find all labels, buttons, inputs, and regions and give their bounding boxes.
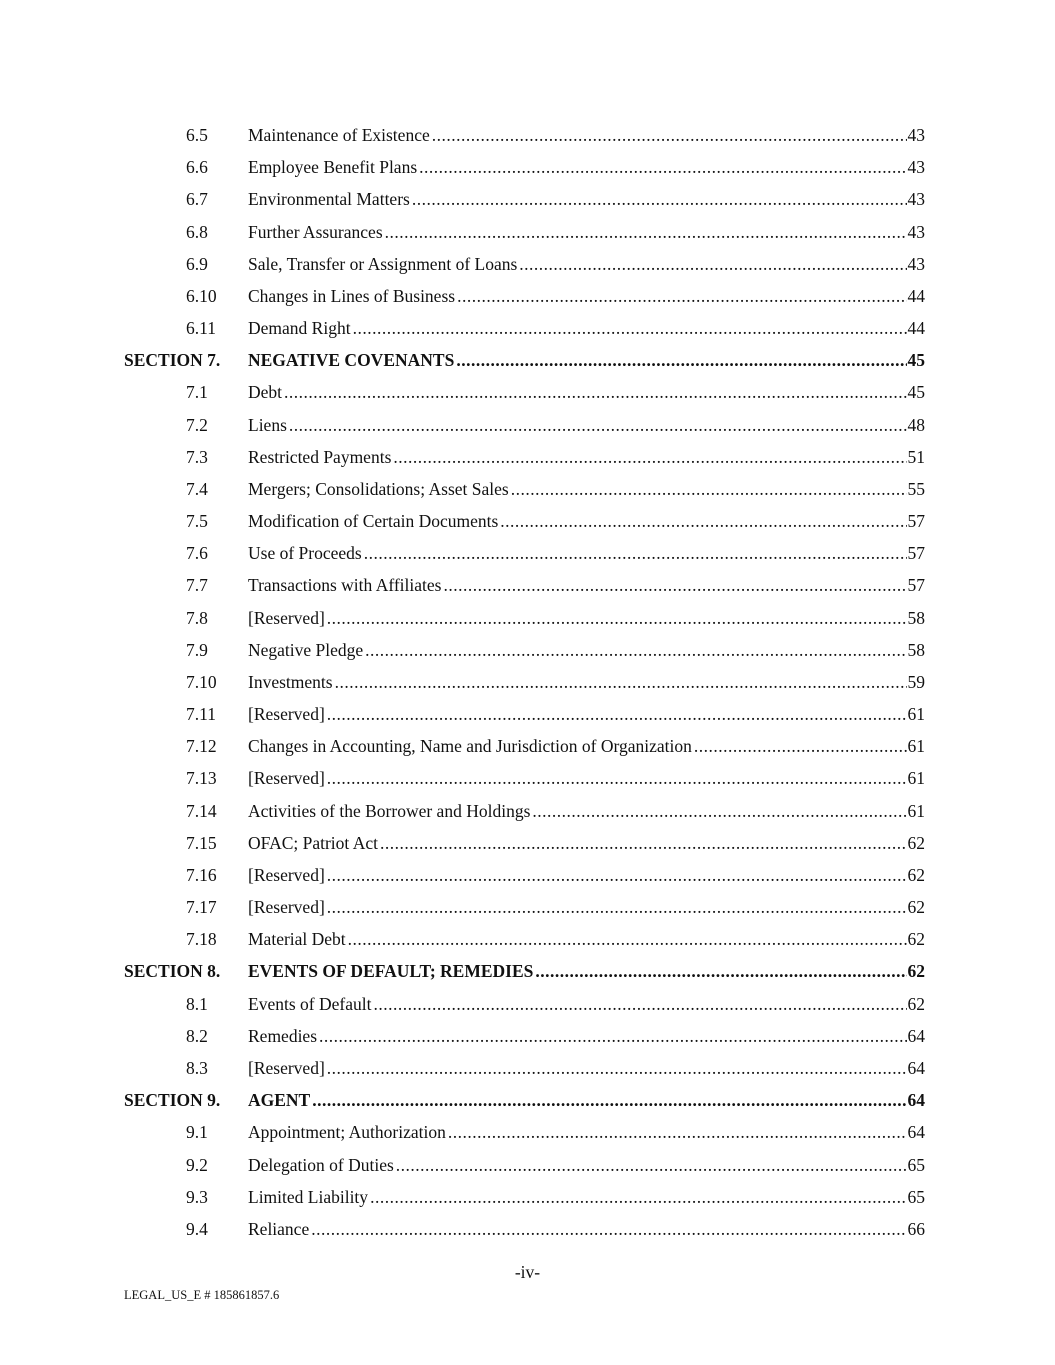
dot-leader [519,248,906,280]
dot-leader [511,473,907,505]
toc-entry [248,859,925,891]
toc-page-number: 62 [907,897,925,918]
toc-number: SECTION 9. [124,1090,221,1111]
toc-number: SECTION 7. [124,350,221,371]
toc-entry [248,1052,925,1084]
dot-leader [327,1052,907,1084]
toc-page-number: 55 [907,478,925,499]
toc-title: [Reserved] [248,704,325,725]
toc-page-number: 62 [907,832,925,853]
toc-page-number: 61 [907,800,925,821]
toc-title: [Reserved] [248,1057,325,1078]
toc-title: Negative Pledge [248,639,364,660]
toc-title: Use of Proceeds [248,543,362,564]
toc-entry [248,344,925,376]
dot-leader [327,891,907,923]
toc-page-number: 64 [907,1025,925,1046]
toc-page-number: 43 [907,253,925,274]
toc-title: Debt [248,382,283,403]
dot-leader [353,312,907,344]
toc-number: 7.15 [186,832,217,853]
toc-entry-row[interactable] [0,409,1055,441]
dot-leader [419,151,906,183]
dot-leader [396,1149,907,1181]
toc-entry-row[interactable] [0,569,1055,601]
toc-entry-row[interactable] [0,1149,1055,1181]
toc-entry [248,891,925,923]
dot-leader [532,795,906,827]
dot-leader [311,1213,906,1245]
toc-entry-row[interactable] [0,602,1055,634]
dot-leader [385,216,907,248]
toc-page-number: 45 [907,350,925,371]
toc-title: AGENT [248,1090,311,1111]
toc-number: 9.1 [186,1122,208,1143]
toc-page-number: 43 [907,125,925,145]
toc-section-row[interactable] [0,344,1055,376]
toc-entry-row[interactable] [0,698,1055,730]
toc-entry-row[interactable] [0,473,1055,505]
toc-title: Limited Liability [248,1186,369,1207]
toc-entry [248,473,925,505]
toc-title: Restricted Payments [248,446,392,467]
toc-entry-row[interactable] [0,988,1055,1020]
toc-title: Liens [248,414,287,435]
toc-title: Changes in Lines of Business [248,285,456,306]
toc-entry [248,1116,925,1148]
toc-number: 6.11 [186,318,216,339]
dot-leader [380,827,907,859]
toc-entry [248,441,925,473]
toc-number: 7.14 [186,800,217,821]
toc-number: 6.10 [186,285,217,306]
toc-number: 7.13 [186,768,217,789]
toc-entry [248,795,925,827]
toc-entry-row[interactable] [0,280,1055,312]
toc-title: EVENTS OF DEFAULT; REMEDIES [248,961,534,982]
toc-page-number: 43 [907,221,925,242]
toc-page-number: 51 [907,446,925,467]
toc-page-number: 61 [907,768,925,789]
toc-entry-row[interactable] [0,183,1055,215]
toc-entry [248,1149,925,1181]
toc-entry [248,312,925,344]
toc-page-number: 43 [907,157,925,178]
toc-title: Events of Default [248,993,372,1014]
toc-title: Investments [248,671,333,692]
toc-page-number: 45 [907,382,925,403]
toc-entry [248,151,925,183]
toc-page-number: 57 [907,543,925,564]
toc-page-number: 57 [907,511,925,532]
toc-entry [248,569,925,601]
toc-number: 7.11 [186,704,216,725]
toc-page-number: 64 [907,1090,925,1111]
toc-page-number: 44 [907,318,925,339]
dot-leader [348,923,907,955]
toc-number: 9.2 [186,1154,208,1175]
dot-leader [432,119,907,151]
toc-title: Sale, Transfer or Assignment of Loans [248,253,518,274]
dot-leader [373,988,906,1020]
toc-title: Employee Benefit Plans [248,157,418,178]
toc-entry-row[interactable] [0,216,1055,248]
toc-entry [248,409,925,441]
toc-title: Demand Right [248,318,351,339]
toc-title: Mergers; Consolidations; Asset Sales [248,478,509,499]
dot-leader [327,602,907,634]
dot-leader [319,1020,906,1052]
dot-leader [289,409,907,441]
toc-title: Appointment; Authorization [248,1122,446,1143]
toc-entry-row[interactable] [0,151,1055,183]
table-of-contents [0,119,1055,1245]
toc-entry-row[interactable] [0,312,1055,344]
toc-entry-row[interactable] [0,1181,1055,1213]
toc-number: 6.7 [186,189,208,210]
toc-title: Remedies [248,1025,318,1046]
toc-number: 8.1 [186,993,208,1014]
toc-title: Reliance [248,1218,310,1239]
toc-number: 7.5 [186,511,208,532]
toc-number: 8.2 [186,1025,208,1046]
toc-entry-row[interactable] [0,376,1055,408]
toc-title: Transactions with Affiliates [248,575,442,596]
dot-leader [694,730,907,762]
dot-leader [365,634,906,666]
toc-entry [248,1084,925,1116]
toc-entry [248,602,925,634]
toc-page-number: 61 [907,736,925,757]
toc-number: 7.8 [186,607,208,628]
toc-entry-row[interactable] [0,119,1055,151]
toc-entry-row[interactable] [0,248,1055,280]
toc-number: 7.10 [186,671,217,692]
toc-number: 7.3 [186,446,208,467]
toc-entry-row[interactable] [0,1116,1055,1148]
toc-number: 6.9 [186,253,208,274]
toc-number: 7.7 [186,575,208,596]
dot-leader [327,859,907,891]
toc-title: [Reserved] [248,607,325,628]
toc-page-number: 65 [907,1154,925,1175]
toc-page-number: 66 [907,1218,925,1239]
page-number: -iv- [514,1262,541,1282]
dot-leader [443,569,906,601]
toc-entry-row[interactable] [0,730,1055,762]
toc-number: 7.9 [186,639,208,660]
toc-entry [248,762,925,794]
toc-entry [248,827,925,859]
toc-title: NEGATIVE COVENANTS [248,350,455,371]
toc-entry [248,1181,925,1213]
dot-leader [500,505,906,537]
toc-title: Changes in Accounting, Name and Jurisdiction of Organization [248,736,692,757]
dot-leader [364,537,907,569]
toc-page-number: 62 [907,864,925,885]
toc-page-number: 62 [907,961,925,982]
toc-entry [248,730,925,762]
toc-number: 7.17 [186,897,217,918]
toc-entry [248,216,925,248]
toc-section-row[interactable] [0,955,1055,987]
toc-page-number: 64 [907,1122,925,1143]
toc-page-number: 65 [907,1186,925,1207]
toc-entry [248,666,925,698]
toc-entry [248,248,925,280]
toc-number: 7.1 [186,382,208,403]
toc-number: 7.2 [186,414,208,435]
toc-entry-row[interactable] [0,859,1055,891]
toc-number: 9.3 [186,1186,208,1207]
toc-title: OFAC; Patriot Act [248,832,378,853]
toc-entry-row[interactable] [0,505,1055,537]
toc-entry [248,923,925,955]
toc-entry-row[interactable] [0,923,1055,955]
toc-title: [Reserved] [248,768,325,789]
toc-page-number: 61 [907,704,925,725]
toc-entry [248,119,925,151]
toc-entry [248,988,925,1020]
toc-page-number: 48 [907,414,925,435]
toc-section-row[interactable] [0,1084,1055,1116]
toc-title: Modification of Certain Documents [248,511,499,532]
toc-entry [248,698,925,730]
toc-title: Material Debt [248,929,346,950]
toc-entry [248,280,925,312]
dot-leader [448,1116,907,1148]
dot-leader [393,441,906,473]
toc-title: Activities of the Borrower and Holdings [248,800,531,821]
dot-leader [370,1181,906,1213]
dot-leader [457,280,906,312]
toc-number: 7.16 [186,864,217,885]
toc-page-number: 57 [907,575,925,596]
toc-number: 6.5 [186,125,208,145]
toc-title: Environmental Matters [248,189,410,210]
toc-entry [248,955,925,987]
toc-entry [248,376,925,408]
dot-leader [284,376,906,408]
toc-entry-row[interactable] [0,666,1055,698]
toc-title: Maintenance of Existence [248,125,430,145]
toc-number: 6.8 [186,221,208,242]
dot-leader [312,1084,906,1116]
toc-entry-row[interactable] [0,1052,1055,1084]
toc-page-number: 59 [907,671,925,692]
document-id: LEGAL_US_E # 185861857.6 [124,1288,280,1302]
toc-number: 6.6 [186,157,208,178]
toc-number: 7.4 [186,478,208,499]
toc-title: [Reserved] [248,897,325,918]
toc-entry-row[interactable] [0,441,1055,473]
toc-number: 9.4 [186,1218,208,1239]
toc-entry-row[interactable] [0,1213,1055,1245]
toc-entry-row[interactable] [0,795,1055,827]
dot-leader [412,183,907,215]
toc-title: Further Assurances [248,221,383,242]
dot-leader [335,666,907,698]
toc-number: 8.3 [186,1057,208,1078]
toc-entry-row[interactable] [0,537,1055,569]
toc-page-number: 58 [907,639,925,660]
toc-entry [248,183,925,215]
toc-entry-row[interactable] [0,827,1055,859]
toc-entry-row[interactable] [0,634,1055,666]
toc-entry [248,1020,925,1052]
toc-entry [248,1213,925,1245]
dot-leader [327,762,907,794]
toc-title: Delegation of Duties [248,1154,394,1175]
toc-number: 7.6 [186,543,208,564]
toc-entry [248,634,925,666]
toc-entry [248,505,925,537]
toc-number: 7.12 [186,736,217,757]
toc-title: [Reserved] [248,864,325,885]
toc-page-number: 44 [907,285,925,306]
dot-leader [327,698,907,730]
toc-page-number: 43 [907,189,925,210]
toc-entry [248,537,925,569]
toc-entry-row[interactable] [0,1020,1055,1052]
toc-page-number: 62 [907,993,925,1014]
toc-page-number: 64 [907,1057,925,1078]
dot-leader [456,344,906,376]
toc-number: 7.18 [186,929,217,950]
toc-entry-row[interactable] [0,891,1055,923]
toc-page-number: 62 [907,929,925,950]
dot-leader [535,955,906,987]
toc-entry-row[interactable] [0,762,1055,794]
toc-number: SECTION 8. [124,961,221,982]
toc-page-number: 58 [907,607,925,628]
